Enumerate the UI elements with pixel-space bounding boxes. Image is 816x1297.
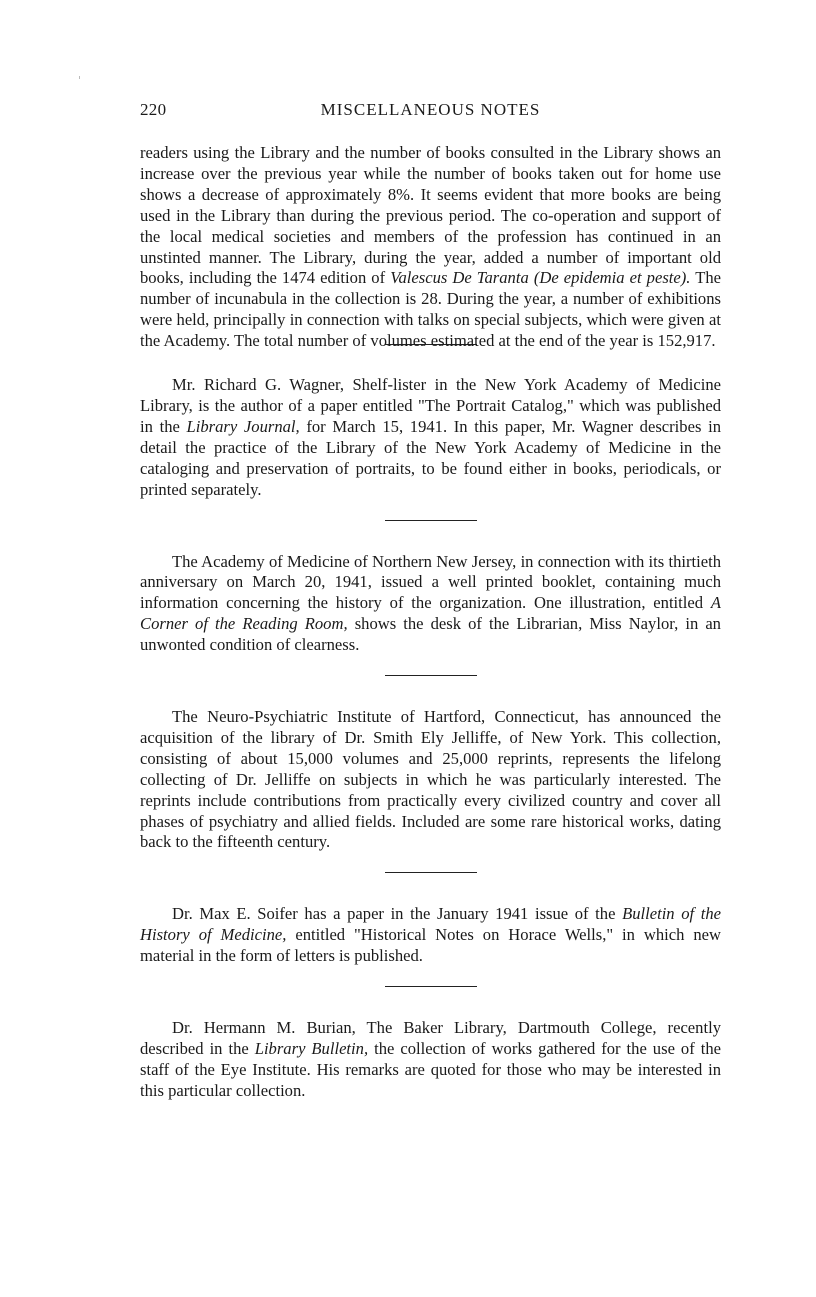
italic-title: Valescus De Taranta (De epidemia et peste).	[390, 268, 691, 288]
section-divider	[385, 520, 477, 521]
paragraph-text: shows the desk of the Librarian, Miss Naylor, in an unwonted condition of clearness.	[140, 614, 721, 655]
paragraph-text: Dr. Hermann M. Burian, The Baker Library, Dartmouth College, recently described in the	[140, 1018, 721, 1058]
paragraph-text: for March 15, 1941. In this paper, Mr. Wagner describes in detail the practice of the Library of the New York Academy of Medicine in the cataloging and preservation of portraits, to be found either in books, periodicals, or printed separately.	[140, 416, 721, 499]
paragraph-library-report	[140, 143, 721, 352]
paragraph-northern-new-jersey	[140, 552, 721, 657]
paragraph-text: the collection of works gathered for the use of the staff of the Eye Institute. His remarks are quoted for those who may be interested in this particular collection.	[140, 1039, 721, 1100]
italic-title: Bulletin of the History of Medicine,	[140, 904, 721, 945]
paragraph-jelliffe: The Neuro-Psychiatric Institute of Hartford, Connecticut, has announced the acquisition of the library of Dr. Smith Ely Jelliffe, of New York. This collection, consisting of about 15,000 volumes and 25,000 reprints, represents the lifelong collecting of Dr. Jelliffe on subjects in which he was particularly interested. The reprints include contributions from practically every civilized country and cover all phases of psychiatry and allied fields. Included are some rare historical works, dating back to the fifteenth century.	[140, 707, 721, 852]
paragraph-wagner	[140, 375, 721, 500]
section-divider	[385, 986, 477, 987]
italic-title: Library Bulletin,	[254, 1039, 369, 1058]
paragraph-soifer	[140, 904, 721, 967]
section-divider	[385, 675, 477, 676]
paragraph-text: Dr. Max E. Soifer has a paper in the January 1941 issue of the	[172, 904, 623, 924]
running-title: MISCELLANEOUS NOTES	[320, 100, 541, 119]
paragraph-text: readers using the Library and the number of books consulted in the Library shows an increase over the previous year while the number of books taken out for home use shows a decrease of approximately 8%. It seems evident that more books are being used in the Library than during the previous period. The co-operation and support of the local medical societies and members of the profession has continued in an unstinted manner. The Library, during the year, added a number of important old books, including the 1474 edition of	[140, 143, 721, 288]
paragraph-text: Mr. Richard G. Wagner, Shelf-lister in the New York Academy of Medicine Library, is the author of a paper entitled "The Portrait Catalog," which was published in the	[140, 375, 721, 436]
running-header	[140, 100, 721, 126]
body-text	[140, 143, 721, 1102]
document-page	[140, 100, 721, 1102]
paragraph-text: The Academy of Medicine of Northern New Jersey, in connection with its thirtieth anniversary on March 20, 1941, issued a well printed booklet, containing much information concerning the history of the organization. One illustration, entitled	[140, 551, 721, 613]
scan-speck	[79, 76, 80, 79]
paragraph-text: entitled "Historical Notes on Horace Wells," in which new material in the form of letters is published.	[140, 925, 721, 966]
italic-title: Library Journal,	[186, 416, 300, 436]
italic-title: A Corner of the Reading Room,	[140, 593, 721, 634]
section-divider	[385, 872, 477, 873]
page-number: 220	[140, 100, 167, 119]
paragraph-text: The number of incunabula in the collection is 28. During the year, a number of exhibitions were held, principally in connection with talks on special subjects, which were given at the Academy. The total number of volumes estimated at the end of the year is 152,917.	[140, 268, 721, 351]
paragraph-burian	[140, 1018, 721, 1102]
